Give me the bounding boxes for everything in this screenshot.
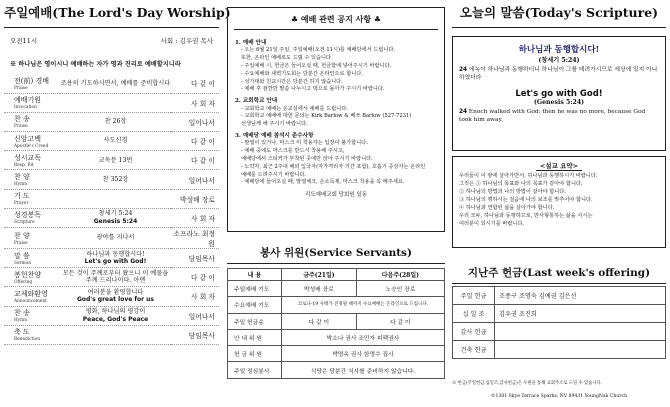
table-row <box>228 362 445 378</box>
worship-order-row <box>4 325 219 344</box>
order-item-korean: 봉헌찬양 <box>14 270 42 279</box>
order-item <box>4 228 60 249</box>
offering-label: 십 일 조 <box>453 305 495 323</box>
merged-cell: 박명옥 권사 함영수 집사 <box>282 346 445 362</box>
next-week-cell: 노승인 장로 <box>356 281 444 297</box>
this-week-cell: 다 같 이 <box>282 313 357 329</box>
order-item-english: Resp. Rd <box>14 162 34 168</box>
order-item-korean: 기 도 <box>14 192 30 201</box>
role-cell: 수요예배 기도 <box>228 297 282 313</box>
order-content-english: Let's go with God! <box>84 258 147 266</box>
order-item-korean: 축 도 <box>14 328 30 337</box>
order-content-text: 광야를 지나서 <box>96 234 135 242</box>
sermon-summary-title: <설교 요약> <box>536 162 582 171</box>
order-item <box>4 189 60 208</box>
role-cell: 헌 금 위 원 <box>228 346 282 362</box>
order-content <box>60 93 171 112</box>
notice-line: 예배당에서 스티커가 부착된 곳에만 앉아 주시기 바랍니다. <box>241 155 373 162</box>
order-item-english: Benediction <box>14 337 40 343</box>
order-content-english: God's great love for us <box>76 296 155 304</box>
worship-meta <box>4 28 219 52</box>
worship-title: 주일예배(The Lord's Day Worship) <box>4 0 219 28</box>
korean-reference: (창세기 5:24) <box>538 57 580 64</box>
order-item <box>4 93 60 112</box>
table-row <box>453 323 666 341</box>
scripture-column <box>452 0 666 399</box>
summary-line: 여러분이 되시기를 바랍니다. <box>459 221 525 228</box>
table-row <box>228 281 445 297</box>
notice-section <box>235 132 437 187</box>
scripture-box <box>452 36 666 151</box>
order-content-text: 창세기 5:24 <box>98 210 133 218</box>
offering-title: 지난주 헌금(Last week's offering) <box>452 262 666 284</box>
order-item-english: Hymn <box>14 318 28 324</box>
notice-line: - 예배당에 들어오실 때, 발열체크, 손소독제, 마스크 착용을 꼭 해주세요. <box>241 179 405 186</box>
offering-label: 감사 헌금 <box>453 323 495 341</box>
notice-section <box>235 39 437 94</box>
worship-order-row <box>4 189 219 208</box>
scripture-title: 오늘의 말씀(Today's Scripture) <box>452 0 666 28</box>
notice-line: - 주일예배 시, 헌금은 들어오실 때, 헌금함에 넣어주시기 바랍니다. <box>241 62 392 69</box>
notice-section <box>235 97 437 129</box>
korean-verse <box>459 66 659 83</box>
notice-body <box>228 30 444 199</box>
order-item-english: Hymn <box>14 182 28 188</box>
header-cell: 다음주(28일) <box>356 269 444 281</box>
table-row <box>228 329 445 345</box>
english-reference: (Genesis 5:24) <box>533 98 585 106</box>
worship-presider: 사회 : 김우권 목사 <box>160 37 213 45</box>
order-item <box>4 151 60 170</box>
merged-cell: 식당은 당분간 식사를 준비하지 않습니다. <box>282 362 445 378</box>
order-person: 다 같 이 <box>171 151 219 170</box>
order-item-korean: 찬 송 <box>14 115 30 124</box>
table-row <box>453 305 666 323</box>
order-content <box>60 249 171 268</box>
order-item-korean: 교제와환영 <box>14 289 48 298</box>
header-cell: 내 용 <box>228 269 282 281</box>
order-item-english: Scripture <box>14 220 35 226</box>
order-content-text: 사도신경 <box>103 137 128 145</box>
offering-label: 주일 헌금 <box>453 287 495 305</box>
order-person: 소프라노 최정원 <box>171 228 219 249</box>
sermon-summary-box <box>452 156 666 248</box>
worship-order-row <box>4 287 219 306</box>
order-item-korean: 찬 양 <box>14 231 30 240</box>
merged-cell: 코로나-19 사태가 진정될 때까지 수요예배는 온라인으로 드립니다. <box>282 297 445 313</box>
notice-line: - 노약자, 최근 2주내 해외 입국자(자가격리자 기간 포함), 호흡기 증상자는 온라인 <box>241 163 426 170</box>
english-sermon-title: Let's go with God! <box>515 88 603 99</box>
order-item-english: Prayer <box>14 201 29 207</box>
order-content-english: Peace, God's Peace <box>82 315 149 323</box>
order-content <box>60 74 171 93</box>
order-item-english: Praise <box>14 240 28 246</box>
order-person: 다 같 이 <box>171 132 219 151</box>
worship-order-row <box>4 132 219 151</box>
order-content <box>60 132 171 151</box>
notice-line: - 오는 6월 21일 주일, 주일예배(오전 11시)를 예배당에서 드립니다. <box>241 47 396 54</box>
order-content <box>60 306 171 325</box>
order-item <box>4 170 60 189</box>
order-item <box>4 208 60 227</box>
order-content-text: 교독문 13번 <box>98 156 133 164</box>
order-item-korean: 성시교독 <box>14 153 42 162</box>
order-content-text: 조용히 기도하시면서, 예배를 준비합시다 <box>60 79 171 87</box>
notice-line: - 발열이 있거나, 마스크 미 착용자는 입장이 불가합니다. <box>241 140 368 147</box>
worship-order-row <box>4 74 219 93</box>
this-week-cell: 박성배 장로 <box>282 281 357 297</box>
role-cell: 주일예배 기도 <box>228 281 282 297</box>
order-person: 담임목사 <box>171 325 219 344</box>
service-servants-title: 봉사 위원(Service Servants) <box>227 242 445 264</box>
order-item-korean: 신앙고백 <box>14 134 42 143</box>
verse-number: 24 <box>459 67 468 73</box>
offering-names: 김우권 조진희 <box>495 305 666 323</box>
header-cell: 금주(21일) <box>282 269 357 281</box>
offering-names <box>495 323 666 341</box>
worship-order-row <box>4 93 219 112</box>
notice-line: - 수요예배와 새벽기도회는 당분간 온라인으로 합니다. <box>241 70 363 77</box>
order-item <box>4 287 60 306</box>
summary-line: ④ 하나님과 연합된 삶을 살아가야 합니다. <box>459 205 555 212</box>
order-content <box>60 112 171 131</box>
summary-line: ② 하나님의 방법과 나의 방법이 같아야 합니다. <box>459 189 566 196</box>
order-content <box>60 268 171 287</box>
order-person: 박성배 장로 <box>171 189 219 208</box>
notice-signature: 리도예배교회 당회원 일동 <box>305 192 367 199</box>
notice-line: - 교회학교 예배에 대한 문의는 Kirk Barlow & 베쓰 Barlow (527-7231) <box>241 113 412 120</box>
order-content <box>60 287 171 306</box>
worship-order-row <box>4 268 219 287</box>
order-content-english: Genesis 5:24 <box>93 217 138 225</box>
role-cell: 주일 헌금송 <box>228 313 282 329</box>
offering-label: 건축 헌금 <box>453 341 495 359</box>
order-item-english: Sermon <box>14 260 31 266</box>
order-item-korean: 말 씀 <box>14 251 30 260</box>
notice-line: - 성가대와 친교시간은 당분간 하지 않습니다. <box>241 78 343 85</box>
worship-order-row <box>4 151 219 170</box>
service-servants-table <box>227 268 445 379</box>
church-address: ©1301 Skye Terrace Sparks, NV 89431 YoungNak Church <box>490 394 628 399</box>
notice-line: - 예배 후 잠깐만 말씀 나누시고 댁으로 돌아가 주시기 바랍니다. <box>241 86 385 93</box>
order-person: 사 회 자 <box>171 93 219 112</box>
worship-order-column <box>4 0 231 345</box>
offering-names <box>495 341 666 359</box>
worship-order-row <box>4 306 219 325</box>
order-person: 사 회 자 <box>171 208 219 227</box>
notice-heading: 1. 예배 안내 <box>235 40 267 46</box>
notice-line: 선생님께 해 주시기 바랍니다. <box>241 121 308 128</box>
merged-cell: 박소나 권사 조민자 피팩권사 <box>282 329 445 345</box>
role-cell: 안 내 위 원 <box>228 329 282 345</box>
notice-line: - 교회학교 예배는 온교실에서 예배를 드립니다. <box>241 105 348 112</box>
english-verse <box>459 108 659 125</box>
sermon-summary-body <box>459 172 659 228</box>
order-item <box>4 74 60 93</box>
summary-line: 우리들이 이 땅에 살아가면서, 하나님과 동행하시기 바랍니다. <box>459 173 598 179</box>
order-person: 담임목사 <box>171 249 219 268</box>
order-item-english: Invocation <box>14 105 37 111</box>
order-content <box>60 325 171 344</box>
order-item <box>4 325 60 344</box>
order-content <box>60 228 171 249</box>
summary-line: 그것은 ① 하나님의 목표와 나의 목표가 같아야 합니다. <box>459 181 583 188</box>
table-row <box>453 341 666 359</box>
order-item-korean: 성경봉독 <box>14 211 42 220</box>
offering-names: 조종구 조명숙 김예권 김은선 <box>495 287 666 305</box>
order-person: 다 같 이 <box>171 268 219 287</box>
order-item-english: Apostle's Creed <box>14 143 49 149</box>
table-row <box>228 313 445 329</box>
order-person: 일어나서 <box>171 170 219 189</box>
order-content-text: 찬 26장 <box>104 118 127 126</box>
order-item <box>4 268 60 287</box>
notice-title: ♣ 예배 관련 공지 사항 ♣ <box>234 8 438 30</box>
table-row <box>453 287 666 305</box>
worship-order-table <box>4 74 219 345</box>
worship-order-row <box>4 228 219 249</box>
order-item-english: Announcement <box>14 298 47 304</box>
verse-number: 24 <box>459 108 468 115</box>
order-item <box>4 132 60 151</box>
order-person: 일어나서 <box>171 112 219 131</box>
order-item-english: Offering <box>14 279 33 285</box>
order-content-text: 모든 것이 주께로부터 왔으니 이 예물을 주께 드리나이다. 아멘 <box>62 269 169 285</box>
order-item-korean: 전(前) 경배 <box>14 76 49 85</box>
order-content <box>60 208 171 227</box>
order-person: 사 회 자 <box>171 287 219 306</box>
order-content-text: 평화, 하나님의 평강이 <box>85 308 146 316</box>
notice-heading: 2. 교회학교 안내 <box>235 98 278 105</box>
order-content-text: 여러분을 환영합니다 <box>87 289 144 297</box>
notice-line: 또한, 온라인 예배로도 드릴 수 있습니다. <box>241 55 333 62</box>
summary-line: ③ 하나님의 행하시는 걸음에 나의 보조를 맞추어야 합니다. <box>459 197 593 204</box>
table-row <box>228 297 445 313</box>
order-content-text: 하나님과 동행합시다! <box>86 250 145 258</box>
korean-sermon-title: 하나님과 동행합시다! <box>518 45 600 55</box>
worship-motto: ※ 하나님은 영이시니 예배하는 자가 영과 진리로 예배할지니라 <box>10 61 181 68</box>
offering-table <box>452 286 666 359</box>
order-item-english: Praise <box>14 85 28 91</box>
order-item-korean: 찬 양 <box>14 173 30 182</box>
order-person: 다 같 이 <box>171 74 219 93</box>
order-item-korean: 예배기원 <box>14 96 42 105</box>
notice-line: 예배를 드려주시기 바랍니다. <box>241 171 307 178</box>
order-person: 일어나서 <box>171 306 219 325</box>
notice-box <box>227 7 445 232</box>
order-item-korean: 찬 송 <box>14 309 30 318</box>
worship-order-row <box>4 170 219 189</box>
order-item <box>4 306 60 325</box>
order-content <box>60 189 171 208</box>
worship-time: 오전11시 <box>10 37 38 45</box>
verse-text: 에녹이 하나님과 동행하더니 하나님이 그를 데려가시므로 세상에 있지 아니하였더라 <box>459 67 658 82</box>
notice-line: - 예배 중에도 마스크를 반드시 착용해 주시고, <box>241 148 345 155</box>
next-week-cell: 다 같 이 <box>356 313 444 329</box>
order-content-text: 찬 352장 <box>102 175 129 183</box>
order-item <box>4 112 60 131</box>
notice-heading: 3. 예배당 예배 참석시 준수사항 <box>235 132 314 139</box>
worship-order-row <box>4 208 219 227</box>
order-content <box>60 170 171 189</box>
summary-line: 우리 모두, 하나님과 동행하므로, 만사형통하는 삶을 사시는 <box>459 213 593 220</box>
order-item <box>4 249 60 268</box>
verse-text: Enoch walked with God: then he was no more, because God took him away. <box>459 108 646 124</box>
offering-note: ※ 헌금(주일헌금,십일조,감사헌금)은 우편을 통해 교회주소로 드릴 수 있습니다. <box>452 381 602 386</box>
worship-order-row <box>4 249 219 268</box>
table-header-row <box>228 269 445 281</box>
worship-order-row <box>4 112 219 131</box>
order-item-english: Praise <box>14 124 28 130</box>
role-cell: 주일 점심봉사 <box>228 362 282 378</box>
table-row <box>228 346 445 362</box>
order-content <box>60 151 171 170</box>
